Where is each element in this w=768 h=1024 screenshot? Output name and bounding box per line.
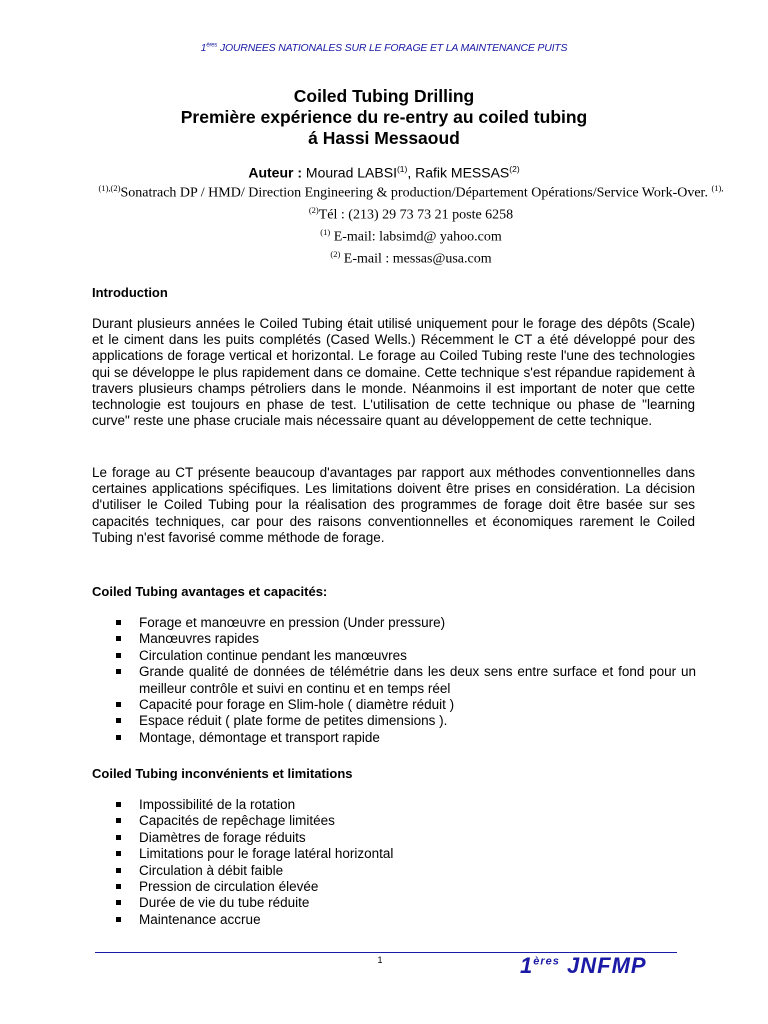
banner-text: JOURNEES NATIONALES SUR LE FORAGE ET LA MAINTENANCE PUITS (217, 42, 568, 54)
list-item: Manœuvres rapides (116, 631, 696, 647)
list-item: Circulation à débit faible (116, 863, 696, 879)
list-item: Forage et manœuvre en pression (Under pressure) (116, 615, 696, 631)
authors-label: Auteur : (248, 164, 303, 181)
author-2: , Rafik MESSAS (407, 164, 510, 181)
affiliation-email-1 (86, 224, 736, 246)
banner-prefix: 1 (200, 42, 207, 54)
affil-org: Sonatrach DP / HMD/ Direction Engineering & production/Département Opérations/Service Work-Over. (120, 185, 712, 201)
logo-text: JNFMP (559, 953, 647, 978)
email-2-sup: (2) (330, 249, 341, 260)
list-item: Limitations pour le forage latéral horizontal (116, 846, 696, 862)
author-1: Mourad LABSI (302, 164, 397, 181)
affiliation-org-line (86, 180, 736, 224)
advantages-heading: Coiled Tubing avantages et capacités: (92, 584, 328, 599)
page-number: 1 (377, 955, 383, 965)
introduction-heading: Introduction (92, 285, 168, 300)
author-1-sup: (1) (396, 164, 408, 174)
advantages-list (116, 615, 696, 746)
email-1-sup: (1) (320, 227, 331, 238)
affil-tel: Tél : (213) 29 73 73 21 poste 6258 (318, 207, 514, 223)
affiliation-block (86, 180, 736, 269)
list-item: Circulation continue pendant les manœuvres (116, 648, 696, 664)
affil-sup-2: (1),(2) (308, 183, 724, 216)
list-item: Maintenance accrue (116, 912, 696, 928)
title-line-2: Première expérience du re-entry au coiled tubing (180, 107, 588, 127)
authors-line (0, 160, 768, 182)
affil-sup-1: (1),(2) (98, 183, 121, 193)
footer-logo (520, 953, 647, 979)
introduction-paragraph-1: Durant plusieurs années le Coiled Tubing était utilisé uniquement pour le forage des dépôts (Scale) et le ciment dans les puits complétés (Cased Wells.) Récemment le CT a été développé pour des applications de forage vertical et horizontal. Le forage au Coiled Tubing reste l'une des technologies qui se développe le plus rapidement dans ce domaine. Cette technique s'est répandue rapidement à travers plusieurs champs pétroliers dans le monde. Néanmoins il est important de noter que cette technologie est toujours en phase de test. L'utilisation de cette technique ou phase de "learning curve" reste une phase cruciale mais nécessaire quant au développement de cette technique. (92, 316, 695, 429)
list-item: Espace réduit ( plate forme de petites dimensions ). (116, 713, 696, 729)
list-item: Capacité pour forage en Slim-hole ( diamètre réduit ) (116, 697, 696, 713)
limitations-list (116, 797, 696, 928)
title-line-3: á Hassi Messaoud (308, 128, 460, 148)
title-block (0, 86, 768, 149)
list-item: Grande qualité de données de télémétrie dans les deux sens entre surface et fond pour un meilleur contrôle et suivi en continu et en temps réel (116, 664, 696, 697)
header-banner (0, 42, 768, 54)
list-item: Diamètres de forage réduits (116, 830, 696, 846)
email-2-text: E-mail : messas@usa.com (340, 252, 492, 268)
list-item: Durée de vie du tube réduite (116, 895, 696, 911)
introduction-paragraph-2: Le forage au CT présente beaucoup d'avantages par rapport aux méthodes conventionnelles dans certaines applications spécifiques. Les limitations doivent être prises en considération. La décision d'utiliser le Coiled Tubing pour la réalisation des programmes de forage doit être basée sur ses capacités techniques, car pour des raisons conventionnelles et économiques rarement le Coiled Tubing n'est favorisé comme méthode de forage. (92, 465, 695, 545)
list-item: Impossibilité de la rotation (116, 797, 696, 813)
affiliation-email-2 (86, 246, 736, 268)
list-item: Montage, démontage et transport rapide (116, 730, 696, 746)
limitations-heading: Coiled Tubing inconvénients et limitations (92, 766, 353, 781)
logo-sup: ères (533, 955, 560, 968)
author-2-sup: (2) (509, 164, 520, 174)
list-item: Capacités de repêchage limitées (116, 813, 696, 829)
banner-sup: ères (206, 42, 218, 49)
logo-prefix: 1 (520, 953, 534, 978)
email-1-text: E-mail: labsimd@ yahoo.com (330, 229, 502, 245)
list-item: Pression de circulation élevée (116, 879, 696, 895)
title-line-1: Coiled Tubing Drilling (293, 86, 475, 106)
